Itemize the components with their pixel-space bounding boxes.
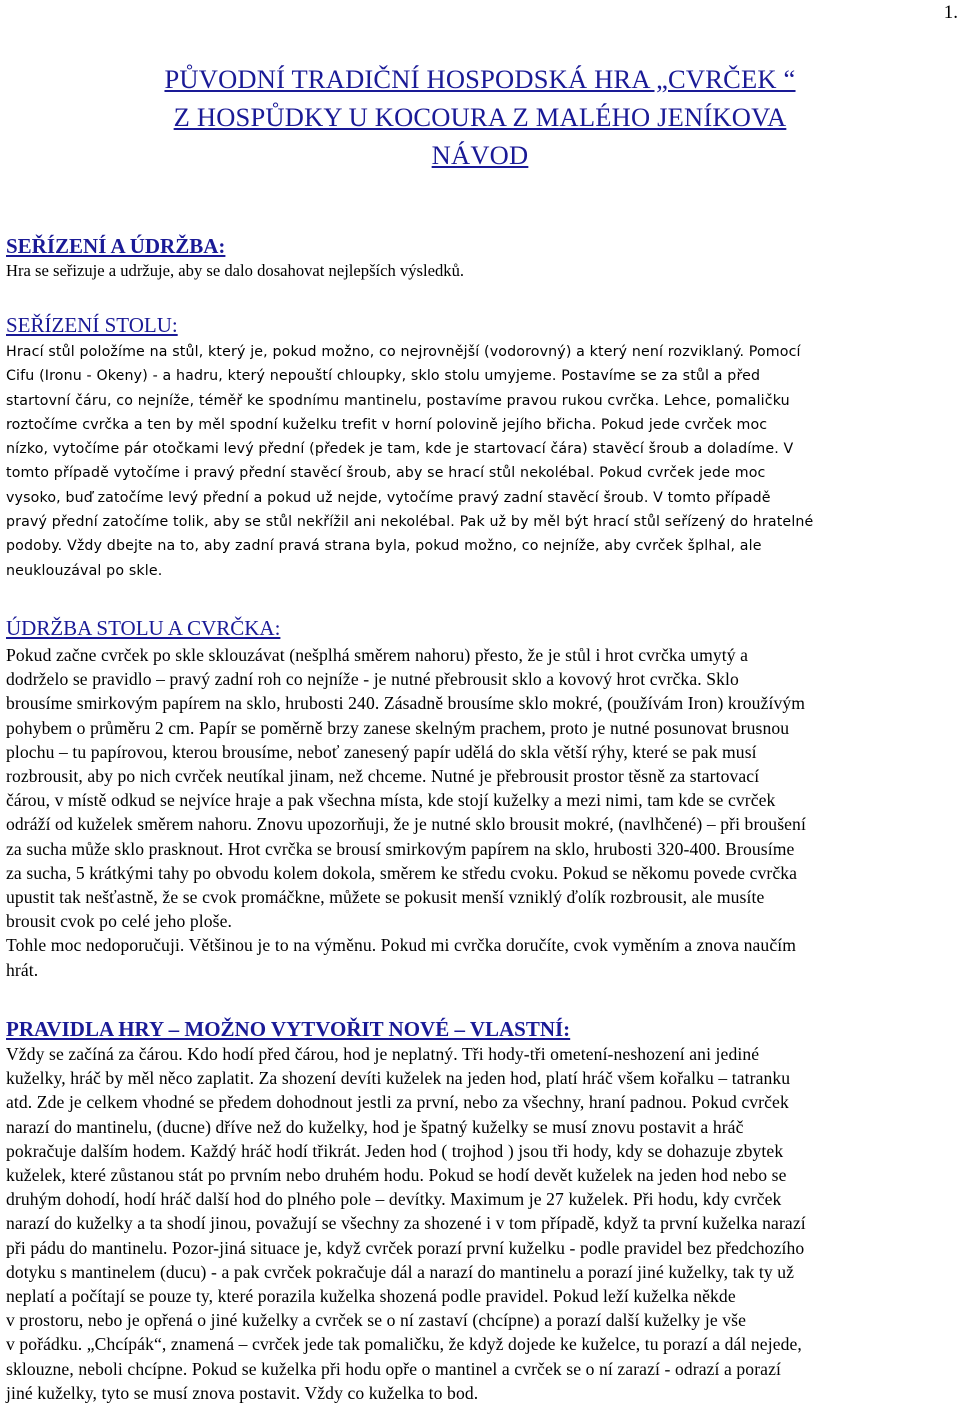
text-line: nízko, vytočíme pár otočkami levý přední (předek je tam, kde je startovací čára) stavěcí šroub a doladíme. V	[6, 441, 794, 458]
text-line: hrát.	[6, 959, 39, 980]
text-line: Pokud začne cvrček po skle sklouzávat (nešplhá směrem nahoru) přesto, že je stůl i hrot cvrčka umytý a	[6, 645, 749, 665]
text-line: dotyku s mantinelem (ducu) - a pak cvrček pokračuje dál a narazí do mantinelu a porazí jiné kuželky, tak ty už	[6, 1261, 795, 1282]
text-line: narazí do mantinelu, (ducne) dříve než do kuželky, hod je špatný kuželky se musí znovu postavit a hráč	[6, 1116, 744, 1137]
paragraph-table-setup	[6, 340, 956, 583]
text-line: kuželek, které zůstanou stát po prvním nebo druhém hodu. Pokud se hodí devět kuželek na jeden hod nebo se	[6, 1165, 787, 1186]
text-line: čárou, v místě odkud se nejvíce hraje a pak všechna místa, kde stojí kuželky a mezi nimi, tam kde se cvrček	[6, 790, 776, 811]
section-heading-table-care: ÚDRŽBA STOLU A CVRČKA:	[6, 616, 281, 640]
paragraph-table-care	[6, 643, 956, 982]
text-line: Cifu (Ironu - Okeny) - a hadru, který nepouští chloupky, sklo stolu umyjeme. Postavíme se za stůl a před	[6, 368, 761, 385]
title-line-1: PŮVODNÍ TRADIČNÍ HOSPODSKÁ HRA „CVRČEK “	[164, 64, 796, 94]
text-line: druhým dohodí, hodí hráč další hod do plného pole – devítky. Maximum je 27 kuželek. Při hodu, kdy cvrček	[6, 1189, 782, 1210]
section-intro-text: Hra se seřizuje a udržuje, aby se dalo dosahovat nejlepších výsledků.	[6, 261, 465, 280]
text-line: brousit cvok po celé jeho ploše.	[6, 911, 232, 932]
text-line: pokračuje dalším hodem. Každý hráč hodí třikrát. Jeden hod ( trojhod ) jsou tři hody, kdy se dohazuje zbytek	[6, 1140, 784, 1161]
title-line-2: Z HOSPŮDKY U KOCOURA Z MALÉHO JENÍKOVA	[173, 102, 787, 132]
text-line: Hrací stůl položíme na stůl, který je, pokud možno, co nejrovnější (vodorovný) a který není rozviklaný. Pomocí	[6, 344, 801, 360]
text-line: startovní čáru, co nejníže, téměř ke spodnímu mantinelu, postavíme pravou rukou cvrčka. Lehce, pomaličku	[6, 392, 790, 409]
text-line: pravý přední zatočíme tolik, aby se stůl nekřížil ani nekolébal. Pak už by měl být hrací stůl seřízený do hratelné	[6, 514, 814, 531]
text-line: v pořádku. „Chcípák“, znamená – cvrček jede tak pomaličku, že když dojede ke kuželce, tu porazí a dál nejede,	[6, 1334, 802, 1355]
text-line: brousíme smirkovým papírem na sklo, hrubosti 240. Zásadně brousíme sklo mokré, (používám Iron) kroužívým	[6, 693, 806, 714]
paragraph-game-rules	[6, 1042, 956, 1405]
text-line: upustit tak nešťastně, že se cvok promáčkne, můžete se pokusit menší vzniklý ďolík rozbrousit, ale musíte	[6, 887, 765, 908]
page-number: 1.	[943, 2, 958, 23]
text-line: atd. Zde je celkem vhodné se předem dohodnout jestli za první, nebo za všechny, hraní padnou. Pokud cvrček	[6, 1092, 789, 1113]
text-line: dodrželo se pravidlo – pravý zadní roh co nejníže - je nutné přebrousit sklo a kovový hrot cvrčka. Sklo	[6, 669, 739, 690]
text-line: narazí do kuželky a ta shodí jinou, považují se všechny za shozené i v tom případě, když ta první kuželka narazí	[6, 1213, 806, 1234]
text-line: rozbrousit, aby po nich cvrček neutíkal jinam, než chceme. Nutné je přebrousit prostor těsně za startovací	[6, 766, 760, 787]
section-heading-game-rules: PRAVIDLA HRY – MOŽNO VYTVOŘIT NOVÉ – VLASTNÍ:	[6, 1017, 571, 1041]
section-heading-table-setup: SEŘÍZENÍ STOLU:	[6, 313, 178, 337]
text-line: podoby. Vždy dbejte na to, aby zadní pravá strana byla, pokud možno, co nejníže, aby cvrček šplhal, ale	[6, 538, 762, 555]
title-line-3: NÁVOD	[431, 140, 529, 170]
text-line: Vždy se začíná za čárou. Kdo hodí před čárou, hod je neplatný. Tři hody-tři ometení-neshození ani jediné	[6, 1044, 760, 1064]
text-line: v prostoru, nebo je opřená o jiné kuželky a cvrček se o ní zastaví (chcípne) a porazí další kuželky je vše	[6, 1310, 746, 1331]
text-line: plochu – tu papírovou, kterou brousíme, neboť zanesený papír udělá do skla větší rýhy, které se pak musí	[6, 741, 757, 762]
text-line: neplatí a počítají se pouze ty, které porazila kuželka shozená podle pravidel. Pokud leží kuželka někde	[6, 1286, 736, 1307]
text-line: neuklouzával po skle.	[6, 562, 163, 579]
text-line: tomto případě vytočíme i pravý přední stavěcí šroub, aby se hrací stůl nekolébal. Pokud cvrček jede moc	[6, 465, 766, 482]
text-line: Tohle moc nedoporučuji. Většinou je to na výměnu. Pokud mi cvrčka doručíte, cvok vyměním a znova naučím	[6, 935, 797, 956]
text-line: roztočíme cvrčka a ten by měl spodní kuželku trefit v horní polovině jejího břicha. Pokud jede cvrček moc	[6, 416, 768, 433]
document-title	[0, 60, 960, 174]
text-line: za sucha může sklo prasknout. Hrot cvrčka se brousí smirkovým papírem na sklo, hrubosti 320-400. Brousíme	[6, 838, 795, 859]
text-line: kuželky, hráč by měl něco zaplatit. Za shození devíti kuželek na jeden hod, platí hráč všem kořalku – tatranku	[6, 1068, 791, 1089]
section-heading-maintenance: SEŘÍZENÍ A ÚDRŽBA:	[6, 234, 226, 258]
text-line: sklouzne, neboli chcípne. Pokud se kuželka při hodu opře o mantinel a cvrček se o ní zarazí - odrazí a porazí	[6, 1358, 781, 1379]
text-line: vysoko, buď zatočíme levý přední a pokud už nejde, vytočíme pravý zadní stavěcí šroub. V tomto případě	[6, 489, 771, 506]
text-line: při pádu do mantinelu. Pozor-jiná situace je, když cvrček porazí první kuželku - podle pravidel bez předchozího	[6, 1237, 805, 1258]
text-line: pohybem o průměru 2 cm. Papír se poměrně brzy zanese skelným prachem, proto je nutné posunovat brusnou	[6, 717, 790, 738]
text-line: za sucha, 5 krátkými tahy po obvodu kolem dokola, směrem ke středu cvoku. Pokud se někomu povede cvrčka	[6, 862, 798, 883]
text-line: jiné kuželky, tyto se musí znova postavit. Vždy co kuželka to bod.	[6, 1382, 479, 1403]
text-line: odráží od kuželek směrem nahoru. Znovu upozorňuji, že je nutné sklo brousit mokré, (navlhčené) – při broušení	[6, 814, 806, 835]
